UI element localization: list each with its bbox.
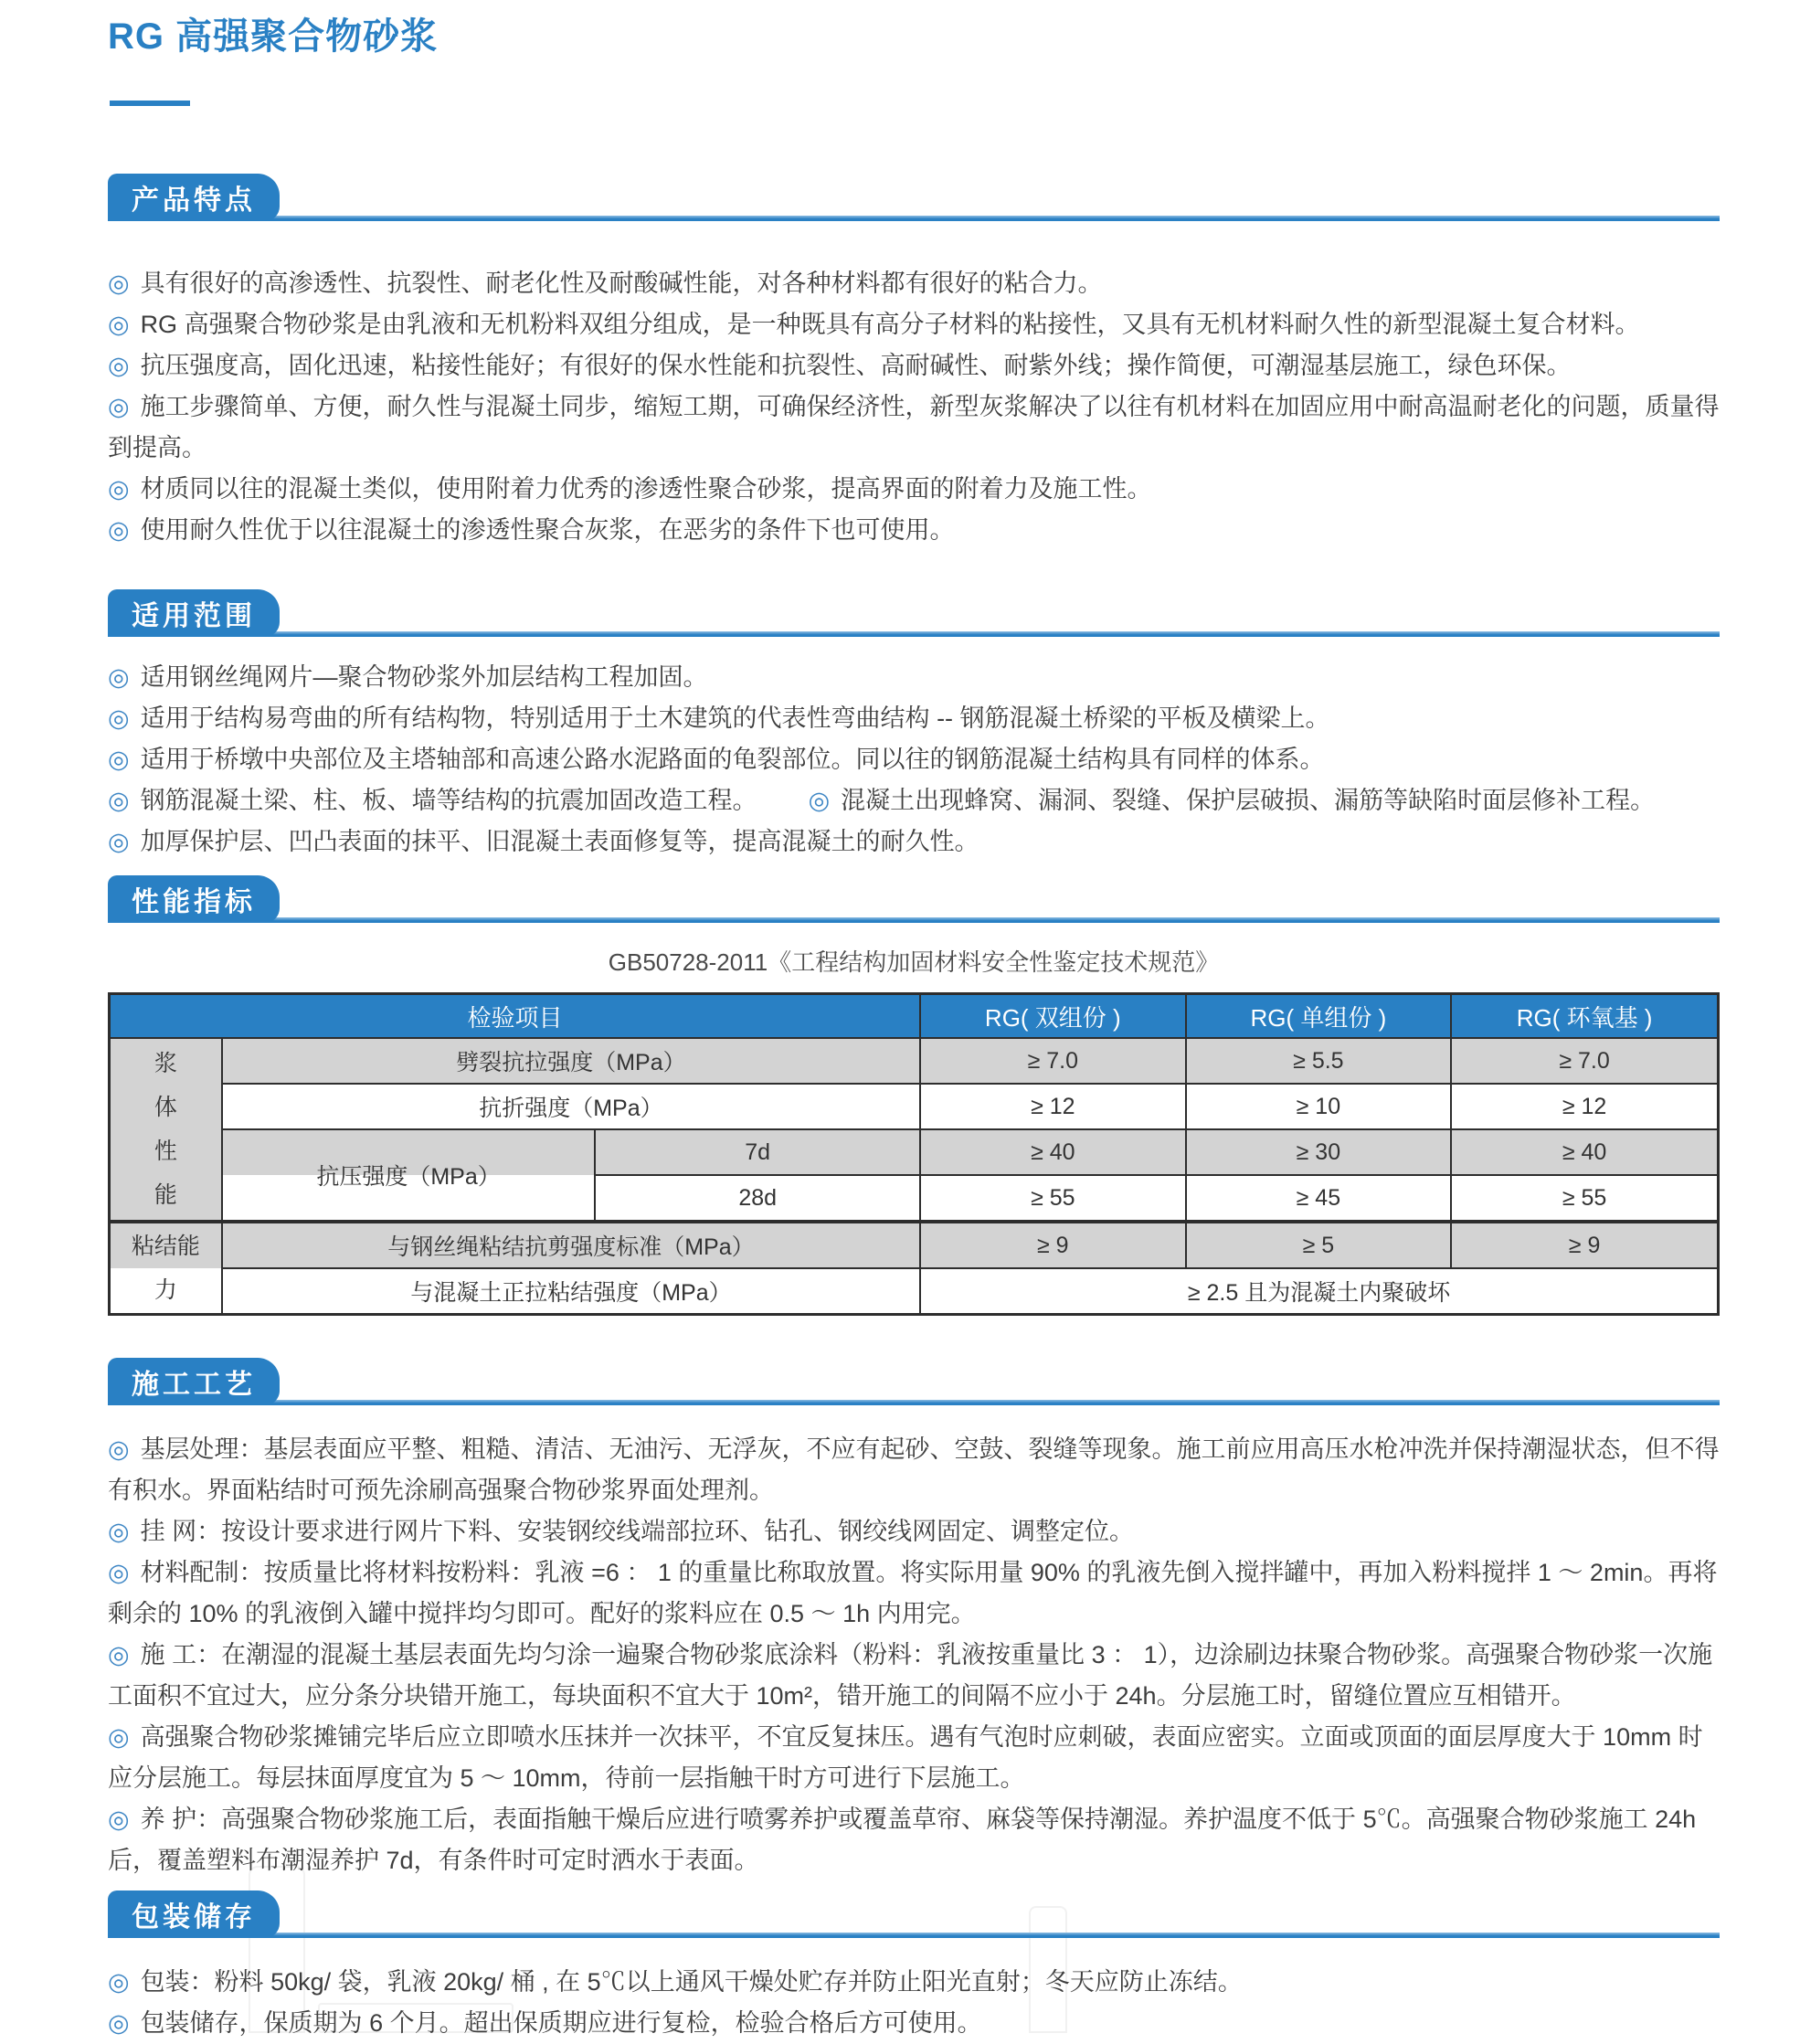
table-cell: ≥ 5.5 [1186,1038,1452,1084]
list-item-text: 施工步骤简单、方便，耐久性与混凝土同步，缩短工期，可确保经济性，新型灰浆解决了以往有机材料在加固应用中耐高温耐老化的问题，质量得到提高。 [108,393,1720,461]
list-item-dual [108,780,1720,821]
list-item-text: 材料配制：按质量比将材料按粉料：乳液 =6 ： 1 的重量比称取放置。将实际用量 90% 的乳液先倒入搅拌罐中，再加入粉料搅拌 1 ～ 2min。再将剩余的 10% 的乳液倒入罐中搅拌均匀即可。配好的浆料应在 0.5 ～ 1h 内用完。 [108,1559,1718,1627]
table-row [110,1268,1719,1315]
section-heading-scope: 适用范围 [108,589,280,637]
bullet-icon: ◎ [808,787,831,814]
table-cell: ≥ 40 [1451,1129,1718,1175]
list-item-text: 抗压强度高，固化迅速，粘接性能好；有很好的保水性能和抗裂性、高耐碱性、耐紫外线；操作简便，可潮湿基层施工，绿色环保。 [140,352,1572,379]
section-rule [108,1400,1720,1405]
section-rule [108,631,1720,637]
bullet-icon: ◎ [108,1806,130,1833]
table-cell: ≥ 5 [1186,1222,1452,1268]
list-item-text: 养 护：高强聚合物砂浆施工后，表面指触干燥后应进行喷雾养护或覆盖草帘、麻袋等保持潮湿。养护温度不低于 5℃。高强聚合物砂浆施工 24h 后，覆盖塑料布潮湿养护 7d，有条件时可定时洒水于表面。 [108,1806,1697,1874]
table-cell: 28d [595,1175,920,1222]
list-item [108,657,1720,698]
list-item-text: 基层处理：基层表面应平整、粗糙、清洁、无油污、无浮灰，不应有起砂、空鼓、裂缝等现象。施工前应用高压水枪冲洗并保持潮湿状态，但不得有积水。界面粘结时可预先涂刷高强聚合物砂浆界面处理剂。 [108,1435,1720,1504]
list-item-text: 适用于结构易弯曲的所有结构物，特别适用于土木建筑的代表性弯曲结构 -- 钢筋混凝土桥梁的平板及横梁上。 [140,704,1330,732]
bullet-icon: ◎ [108,2009,130,2037]
section-banner-features [108,174,1720,221]
section-rule [108,1933,1720,1938]
bullet-icon: ◎ [108,1435,130,1463]
table-group-cell: 浆体性能 [110,1038,222,1222]
list-item-text: 具有很好的高渗透性、抗裂性、耐老化性及耐酸碱性能，对各种材料都有很好的粘合力。 [140,270,1103,297]
table-cell: ≥ 12 [920,1084,1186,1129]
title-underline [110,101,190,106]
list-item [108,469,1720,510]
table-cell: 劈裂抗拉强度（MPa） [222,1038,920,1084]
page-title: RG 高强聚合物砂浆 [108,16,439,57]
scope-list [108,657,1720,863]
list-item [108,1717,1720,1799]
table-cell: ≥ 40 [920,1129,1186,1175]
section-heading-performance: 性能指标 [108,875,280,923]
section-packaging [0,1890,1800,2044]
list-item-text: 挂 网：按设计要求进行网片下料、安装钢绞线端部拉环、钻孔、钢绞线网固定、调整定位。 [140,1518,1135,1545]
section-banner-process [108,1358,1720,1405]
list-item-text: 适用钢丝绳网片—聚合物砂浆外加层结构工程加固。 [140,663,708,691]
table-header-cell: RG( 环氧基 ) [1451,994,1718,1039]
table-header-cell: RG( 单组份 ) [1186,994,1452,1039]
process-list [108,1429,1720,1881]
table-cell: ≥ 10 [1186,1084,1452,1129]
list-item [108,1799,1720,1881]
list-item-text: 适用于桥墩中央部位及主塔轴部和高速公路水泥路面的龟裂部位。同以往的钢筋混凝土结构具有同样的体系。 [140,746,1325,773]
section-heading-process: 施工工艺 [108,1358,280,1405]
section-banner-scope [108,589,1720,637]
list-item [108,510,1720,551]
list-item-text: 钢筋混凝土梁、柱、板、墙等结构的抗震加固改造工程。 [140,787,757,814]
bullet-icon: ◎ [108,475,130,503]
bullet-icon: ◎ [108,311,130,338]
bullet-icon: ◎ [108,746,130,773]
section-features [0,174,1800,551]
section-scope [0,589,1800,863]
table-row [110,1084,1719,1129]
bullet-icon: ◎ [108,663,130,691]
table-header-row [110,994,1719,1039]
table-cell: 与混凝土正拉粘结强度（MPa） [222,1268,920,1315]
table-header-cell: RG( 双组份 ) [920,994,1186,1039]
list-item [108,387,1720,469]
table-caption: GB50728-2011《工程结构加固材料安全性鉴定技术规范》 [608,948,1220,976]
list-item [108,1635,1720,1717]
performance-table [108,992,1720,1316]
list-item-text: 包装储存，保质期为 6 个月。超出保质期应进行复检，检验合格后方可使用。 [140,2009,982,2037]
bullet-icon: ◎ [108,1559,130,1586]
section-heading-features: 产品特点 [108,174,280,221]
bullet-icon: ◎ [108,393,130,420]
list-item-text: 材质同以往的混凝土类似，使用附着力优秀的渗透性聚合砂浆，提高界面的附着力及施工性。 [140,475,1152,503]
section-banner-packaging [108,1890,1720,1938]
list-item [108,1552,1720,1635]
table-cell: ≥ 9 [920,1222,1186,1268]
table-cell: ≥ 2.5 且为混凝土内聚破坏 [920,1268,1718,1315]
bullet-icon: ◎ [108,1723,130,1751]
list-item-text: 使用耐久性优于以往混凝土的渗透性聚合灰浆，在恶劣的条件下也可使用。 [140,516,955,544]
bullet-icon: ◎ [108,787,130,814]
bullet-icon: ◎ [108,270,130,297]
bullet-icon: ◎ [108,1518,130,1545]
list-item [108,821,1720,863]
list-item-text: 混凝土出现蜂窝、漏洞、裂缝、保护层破损、漏筋等缺陷时面层修补工程。 [841,787,1656,814]
bullet-icon: ◎ [108,352,130,379]
list-item-text: 高强聚合物砂浆摊铺完毕后应立即喷水压抹并一次抹平，不宜反复抹压。遇有气泡时应刺破，表面应密实。立面或顶面的面层厚度大于 10mm 时应分层施工。每层抹面厚度宜为 5 ～ 10mm，待前一层指触干时方可进行下层施工。 [108,1723,1703,1792]
list-item [108,304,1720,345]
table-header-cell: 检验项目 [110,994,921,1039]
list-item [108,1429,1720,1511]
section-heading-packaging: 包装储存 [108,1890,280,1938]
bullet-icon: ◎ [108,1968,130,1996]
section-process [0,1358,1800,1881]
section-rule [108,216,1720,221]
table-cell: ≥ 55 [1451,1175,1718,1222]
table-cell: ≥ 55 [920,1175,1186,1222]
list-item-text: 施 工：在潮湿的混凝土基层表面先均匀涂一遍聚合物砂浆底涂料（粉料：乳液按重量比 3 ： 1），边涂刷边抹聚合物砂浆。高强聚合物砂浆一次施工面积不宜过大，应分条分块错开施工，每块面积不宜大于 10m²，错开施工的间隔不应小于 24h。分层施工时，留缝位置应互相错开。 [108,1641,1713,1710]
list-item-text: 加厚保护层、凹凸表面的抹平、旧混凝土表面修复等，提高混凝土的耐久性。 [140,828,979,855]
list-item-text: RG 高强聚合物砂浆是由乳液和无机粉料双组分组成，是一种既具有高分子材料的粘接性，又具有无机材料耐久性的新型混凝土复合材料。 [140,311,1640,338]
table-group-cell: 粘结能力 [110,1222,222,1315]
table-cell: ≥ 12 [1451,1084,1718,1129]
section-performance [0,875,1800,1316]
packaging-list [108,1962,1720,2044]
list-item [108,2003,1720,2044]
features-list [108,263,1720,551]
table-cell: 抗压强度（MPa） [222,1129,596,1222]
table-row [110,1038,1719,1084]
table-cell: 7d [595,1129,920,1175]
table-cell: ≥ 9 [1451,1222,1718,1268]
list-item [108,345,1720,387]
table-row [110,1129,1719,1175]
table-cell: ≥ 30 [1186,1129,1452,1175]
list-item [108,1511,1720,1552]
list-item [108,698,1720,739]
table-cell: ≥ 7.0 [1451,1038,1718,1084]
table-cell: 抗折强度（MPa） [222,1084,920,1129]
list-item [108,739,1720,780]
table-cell: ≥ 45 [1186,1175,1452,1222]
bullet-icon: ◎ [108,1641,130,1668]
section-rule [108,917,1720,923]
bullet-icon: ◎ [108,828,130,855]
section-banner-performance [108,875,1720,923]
bullet-icon: ◎ [108,704,130,732]
list-item [108,263,1720,304]
table-row [110,1222,1719,1268]
bullet-icon: ◎ [108,516,130,544]
list-item [108,1962,1720,2003]
table-cell: 与钢丝绳粘结抗剪强度标准（MPa） [222,1222,920,1268]
table-cell: ≥ 7.0 [920,1038,1186,1084]
list-item-text: 包装：粉料 50kg/ 袋，乳液 20kg/ 桶 , 在 5℃以上通风干燥处贮存并防止阳光直射；冬天应防止冻结。 [140,1968,1243,1996]
